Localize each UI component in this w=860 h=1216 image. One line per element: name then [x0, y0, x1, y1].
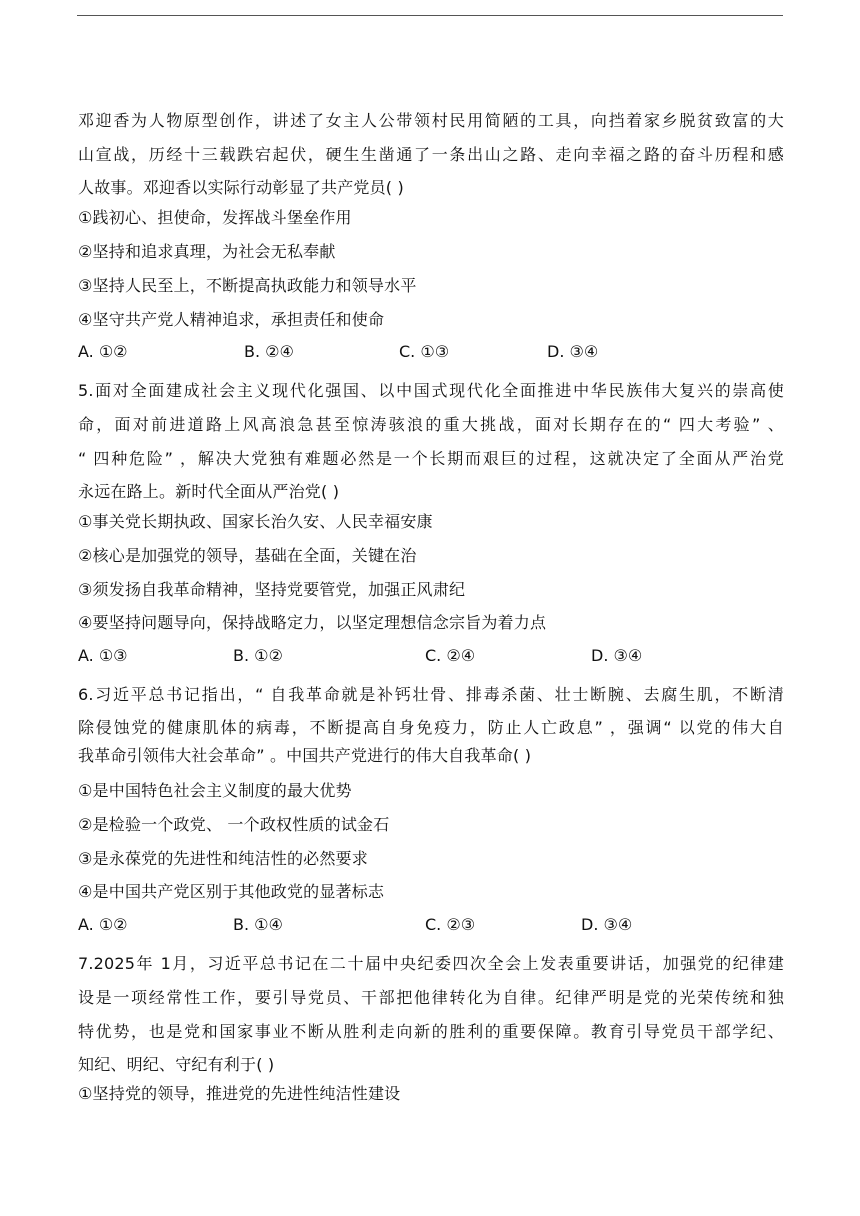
q7-item-1: ①坚持党的领导，推进党的先进性纯洁性建设: [78, 1084, 401, 1103]
q6-option-b: B. ①④: [233, 915, 283, 934]
q7-stem-line-4: 知纪、明纪、守纪有利于( ): [78, 1055, 275, 1074]
q5-item-4: ④要坚持问题导向，保持战略定力，以坚定理想信念宗旨为着力点: [78, 613, 547, 632]
q4-option-a: A. ①②: [78, 342, 128, 361]
q5-option-a: A. ①③: [78, 646, 128, 665]
q5-stem-line-4: 永远在路上。新时代全面从严治党( ): [78, 482, 340, 501]
q6-option-c: C. ②③: [425, 915, 476, 934]
q4-stem-line-1: 邓迎香为人物原型创作，讲述了女主人公带领村民用简陋的工具，向挡着家乡脱贫致富的大: [78, 111, 784, 130]
q6-item-1: ①是中国特色社会主义制度的最大优势: [78, 781, 352, 800]
q4-item-3: ③坚持人民至上，不断提高执政能力和领导水平: [78, 276, 417, 295]
q5-stem-line-2: 命，面对前进道路上风高浪急甚至惊涛骇浪的重大挑战，面对长期存在的“ 四大考验” 、: [78, 415, 784, 434]
q5-option-b: B. ①②: [233, 646, 283, 665]
q7-stem-line-3: 特优势，也是党和国家事业不断从胜利走向新的胜利的重要保障。教育引导党员干部学纪、: [78, 1022, 784, 1041]
header-rule: [77, 15, 783, 16]
q5-item-3: ③须发扬自我革命精神，坚持党要管党，加强正风肃纪: [78, 580, 466, 599]
q5-stem-line-1: 5.面对全面建成社会主义现代化强国、以中国式现代化全面推进中华民族伟大复兴的崇高使: [78, 381, 784, 400]
q5-option-c: C. ②④: [425, 646, 476, 665]
q4-option-b: B. ②④: [244, 342, 294, 361]
q4-item-2: ②坚持和追求真理，为社会无私奉献: [78, 242, 336, 261]
q5-item-1: ①事关党长期执政、国家长治久安、人民幸福安康: [78, 512, 433, 531]
q6-item-3: ③是永葆党的先进性和纯洁性的必然要求: [78, 849, 368, 868]
q4-option-c: C. ①③: [399, 342, 450, 361]
q5-stem-line-3: “ 四种危险” ，解决大党独有难题必然是一个长期而艰巨的过程，这就决定了全面从严治党: [78, 449, 784, 468]
q6-option-a: A. ①②: [78, 915, 128, 934]
q4-option-d: D. ③④: [547, 342, 599, 361]
q6-stem-line-2: 除侵蚀党的健康肌体的病毒，不断提高自身免疫力，防止人亡政息” ，强调“ 以党的伟大自: [78, 718, 784, 737]
q6-stem-line-3: 我革命引领伟大社会革命” 。中国共产党进行的伟大自我革命( ): [78, 746, 532, 765]
q7-stem-line-2: 设是一项经常性工作，要引导党员、干部把他律转化为自律。纪律严明是党的光荣传统和独: [78, 988, 784, 1007]
q4-item-4: ④坚守共产党人精神追求，承担责任和使命: [78, 310, 385, 329]
q4-item-1: ①践初心、担使命，发挥战斗堡垒作用: [78, 208, 352, 227]
q6-option-d: D. ③④: [581, 915, 633, 934]
q6-item-4: ④是中国共产党区别于其他政党的显著标志: [78, 882, 385, 901]
q6-item-2: ②是检验一个政党、 一个政权性质的试金石: [78, 815, 390, 834]
q5-option-d: D. ③④: [591, 646, 643, 665]
q7-stem-line-1: 7.2025年 1月，习近平总书记在二十届中央纪委四次全会上发表重要讲话，加强党的纪律建: [78, 954, 784, 973]
q6-stem-line-1: 6.习近平总书记指出，“ 自我革命就是补钙壮骨、排毒杀菌、壮士断腕、去腐生肌，不断清: [78, 685, 784, 704]
q4-stem-line-2: 山宣战，历经十三载跌宕起伏，硬生生凿通了一条出山之路、走向幸福之路的奋斗历程和感: [78, 145, 784, 164]
q5-item-2: ②核心是加强党的领导，基础在全面，关键在治: [78, 546, 417, 565]
q4-stem-line-3: 人故事。邓迎香以实际行动彰显了共产党员( ): [78, 178, 404, 197]
